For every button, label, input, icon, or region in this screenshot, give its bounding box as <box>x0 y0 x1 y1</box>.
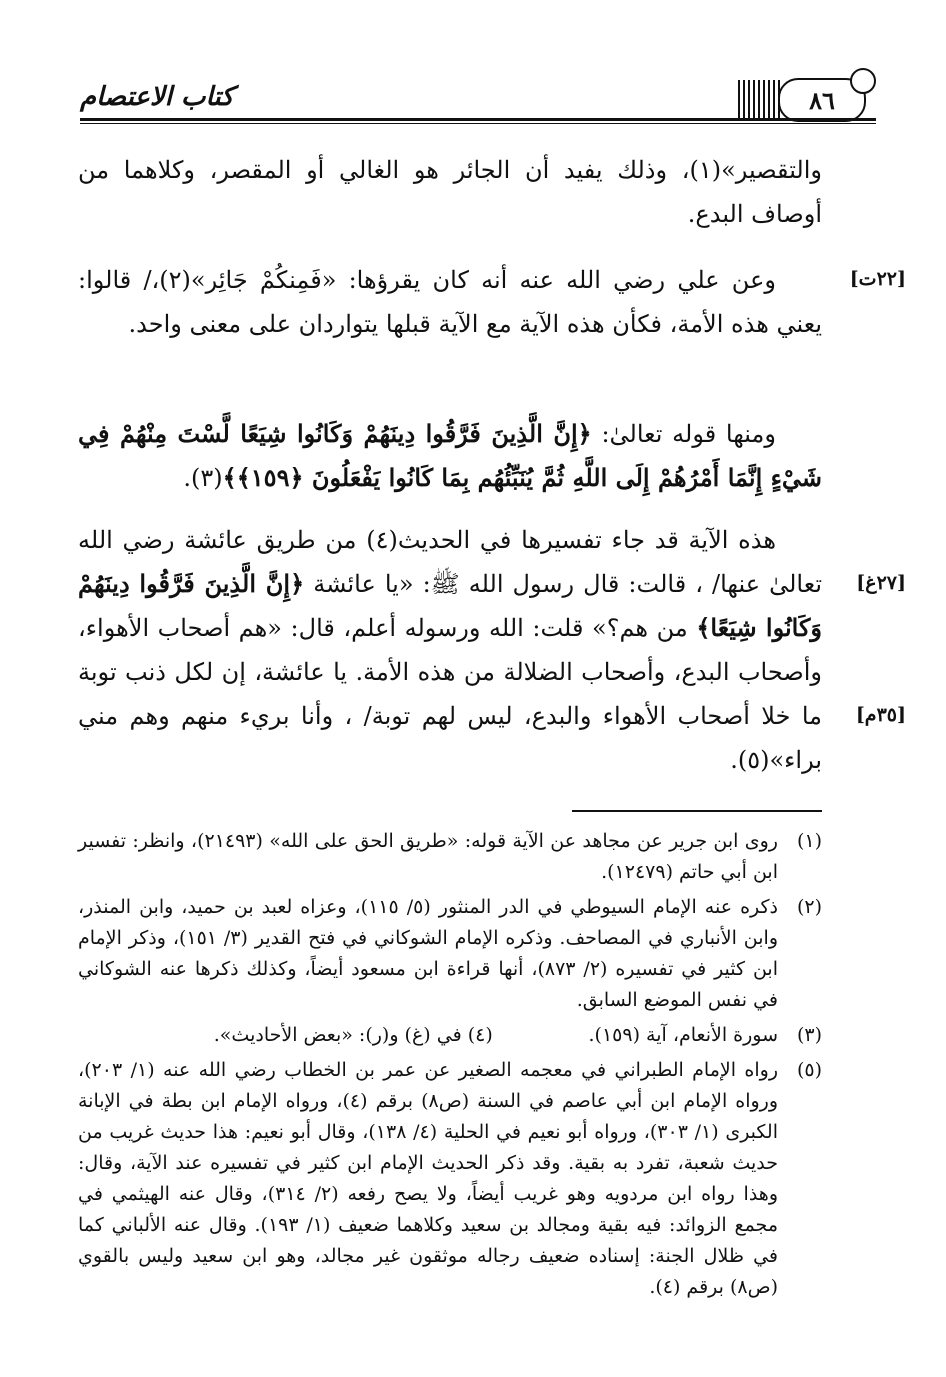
footnote-number: (١) <box>796 830 822 852</box>
paragraph-2-text: وعن علي رضي الله عنه أنه كان يقرؤها: «فَمِنكُمْ جَائِر»(٢)،/ قالوا: يعني هذه الأمة، فكأن هذه الآية مع الآية قبلها يتواردان على معنى واحد. <box>78 266 822 338</box>
footnote-1 <box>78 826 822 888</box>
footnote-text: روى ابن جرير عن مجاهد عن الآية قوله: «طريق الحق على الله» (٢١٤٩٣)، وانظر: تفسير ابن أبي حاتم (١٢٤٧٩). <box>78 830 778 883</box>
margin-reference-2: [٢٧غ] <box>856 572 906 594</box>
page-number: ٨٦ <box>778 78 866 122</box>
footnote-number: (٥) <box>796 1059 822 1081</box>
quran-verse: ﴿إِنَّ الَّذِينَ فَرَّقُوا دِينَهُمْ وَكَانُوا شِيَعًا لَّسْتَ مِنْهُمْ فِي شَيْءٍ إِنَّمَا أَمْرُهُمْ إِلَى اللَّهِ ثُمَّ يُنَبِّئُهُم بِمَا كَانُوا يَفْعَلُونَ ﴿١٥٩﴾﴾ <box>78 419 822 492</box>
margin-reference-3: [٣٥م] <box>855 704 906 726</box>
ornament-circle-icon <box>850 68 876 94</box>
header-rule-thin <box>80 123 876 124</box>
paragraph-4-part-b: من هم؟» قلت: الله ورسوله أعلم، قال: «هم أصحاب الأهواء، وأصحاب البدع، وأصحاب الضلالة من هذه الأمة. يا عائشة، إن لكل ذنب توبة ما خلا أصحاب الأهواء والبدع، ليس لهم توبة/ ، وأنا بريء منهم وهم مني براء»(٥). <box>78 614 823 774</box>
paragraph-4 <box>78 518 822 782</box>
footnote-text: ذكره عنه الإمام السيوطي في الدر المنثور (٥/ ١١٥)، وعزاه لعبد بن حميد، وابن المنذر، وابن الأنباري في المصاحف. وذكره الإمام الشوكاني في فتح القدير (٣/ ١٥١)، وذكر الإمام ابن كثير في تفسيره (٢/ ٨٧٣)، أنها قراءة ابن مسعود أيضاً، وكذلك ذكرها عنه الشوكاني في نفس الموضع السابق. <box>78 896 779 1011</box>
book-title: كتاب الاعتصام <box>80 82 234 112</box>
paragraph-1: والتقصير»(١)، وذلك يفيد أن الجائر هو الغالي أو المقصر، وكلاهما من أوصاف البدع. <box>78 156 822 228</box>
header-decoration-bars <box>738 80 780 118</box>
footnote-text: رواه الإمام الطبراني في معجمه الصغير عن عمر بن الخطاب رضي الله عنه (١/ ٢٠٣)، ورواه الإمام ابن أبي عاصم في السنة (ص٨) برقم (٤)، ورواه الإمام ابن بطة في الإبانة الكبرى (١/ ٣٠٣)، ورواه أبو نعيم في الحلية (٤/ ١٣٨)، وقال أبو نعيم: هذا حديث غريب من حديث شعبة، تفرد به بقية. وقد ذكر الحديث الإمام ابن كثير في تفسيره عند الآية، وقال: وهذا رواه ابن مردويه وهو غريب أيضاً، ولا يصح رفعه (٢/ ٣١٤)، وقال عنه الهيثمي في مجمع الزوائد: فيه بقية ومجالد بن سعيد وكلاهما ضعيف (١/ ١٩٣). وقال عنه الألباني كما في ظلال الجنة: إسناده ضعيف رجاله موثقون غير مجالد، وهو ابن سعيد وليس بالقوي (ص٨) برقم (٤). <box>78 1059 779 1298</box>
footnote-2 <box>78 892 822 1016</box>
paragraph-3-note: (٣). <box>183 464 223 492</box>
paragraph-3 <box>78 412 822 500</box>
footnote-4-text: في (غ) و(ر): «بعض الأحاديث». <box>213 1024 462 1046</box>
margin-reference-1: [٢٢ت] <box>849 268 906 290</box>
footnote-3-text: سورة الأنعام، آية (١٥٩). <box>588 1024 778 1046</box>
paragraph-3-intro: ومنها قوله تعالىٰ: <box>591 420 776 448</box>
header-rule <box>80 118 876 121</box>
footnote-number: (٣) <box>796 1024 822 1046</box>
footnote-number: (٢) <box>796 896 822 918</box>
quran-verse-quote: ﴿إِنَّ الَّذِينَ فَرَّقُوا دِينَهُمْ وَكَانُوا شِيَعًا﴾ <box>78 569 822 642</box>
footnotes <box>78 826 822 1307</box>
footnote-separator <box>572 810 822 812</box>
footnote-4 <box>214 1020 493 1051</box>
paragraph-2 <box>78 258 822 346</box>
footnote-5 <box>78 1055 822 1303</box>
paragraph-4-part-a: هذه الآية قد جاء تفسيرها في الحديث(٤) من طريق عائشة رضي الله تعالىٰ عنها/ ، قالت: قال رسول الله ﷺ: «يا عائشة <box>78 526 822 598</box>
footnote-number: (٤) <box>467 1024 493 1046</box>
page-header <box>70 66 876 130</box>
footnote-3-4 <box>78 1020 822 1051</box>
